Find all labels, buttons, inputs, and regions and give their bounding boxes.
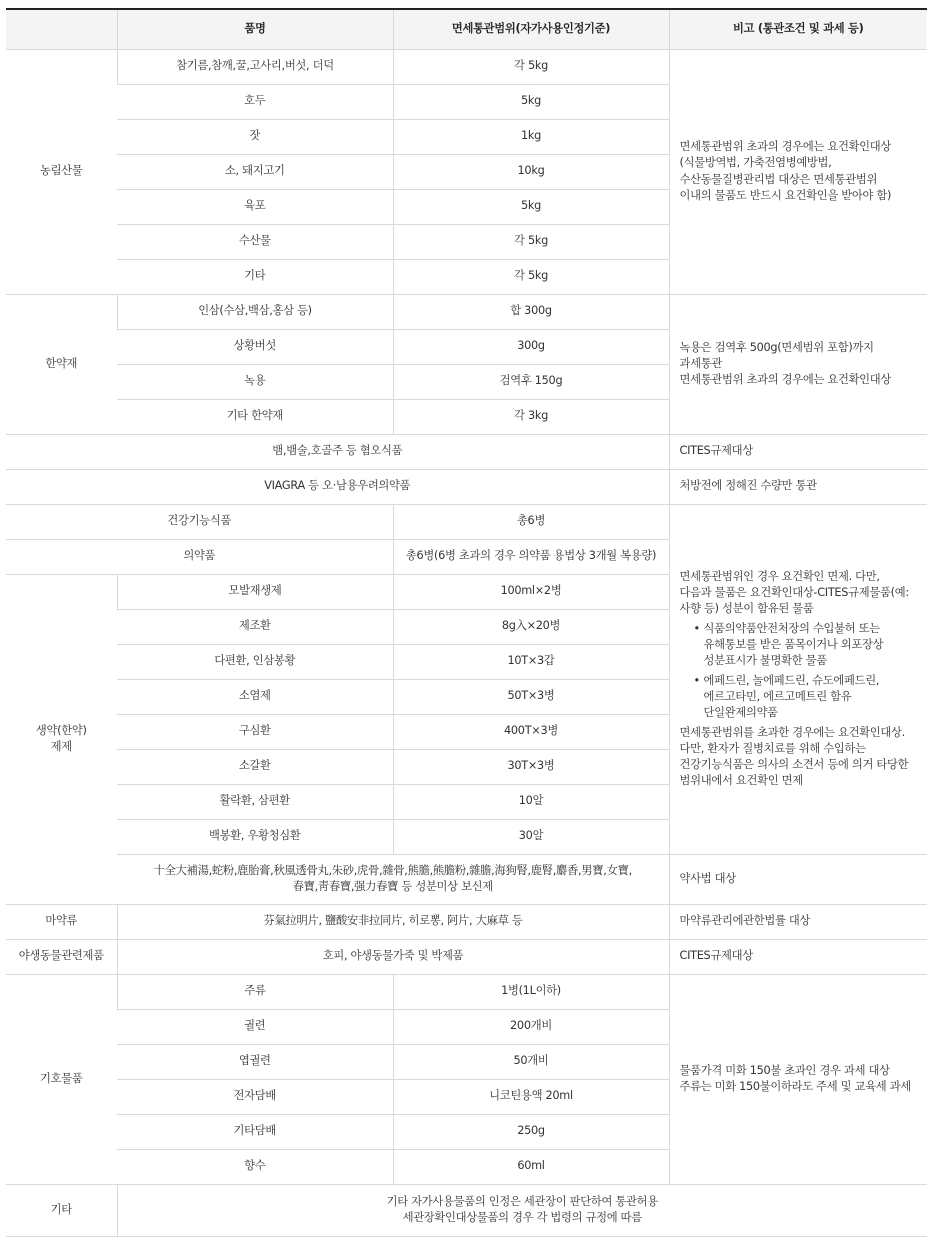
range-cell: 60ml (393, 1149, 669, 1184)
item-cell: 모발재생제 (117, 574, 393, 609)
note-herbal (669, 294, 927, 434)
note-cell: CITES규제대상 (669, 939, 927, 974)
note-line: 사향 등) 성분이 함유된 물품 (679, 601, 814, 615)
note-bullet (704, 673, 922, 721)
note-line: 다만, 환자가 질병치료를 위해 수입하는 (679, 742, 866, 756)
range-cell: 니코틴용액 20ml (393, 1079, 669, 1114)
note-cell: CITES규제대상 (669, 434, 927, 469)
item-cell: 제조환 (117, 609, 393, 644)
table-row (6, 504, 927, 539)
range-cell: 각 5kg (393, 259, 669, 294)
item-cell: 상황버섯 (117, 329, 393, 364)
range-cell: 1병(1L이하) (393, 974, 669, 1009)
note-line: 다음과 물품은 요건확인대상-CITES규제물품(예: (679, 585, 909, 599)
item-cell: 뱀,뱀술,호골주 등 혐오식품 (6, 434, 669, 469)
header-item: 품명 (117, 9, 393, 49)
item-cell: 소, 돼지고기 (117, 154, 393, 189)
header-note: 비고 (통관조건 및 과세 등) (669, 9, 927, 49)
item-line: 春寶,靑春寶,强力春寶 등 성분미상 보신제 (292, 880, 493, 893)
table-row (6, 294, 927, 329)
note-line: 면세통관범위를 초과한 경우에는 요건확인대상. (679, 726, 905, 740)
item-cell: 소갈환 (117, 749, 393, 784)
table-row (6, 469, 927, 504)
item-cell: 궐련 (117, 1009, 393, 1044)
item-line: 세관장확인대상물품의 경우 각 법령의 규정에 따름 (402, 1211, 642, 1224)
table-row (6, 854, 927, 904)
range-cell: 합 300g (393, 294, 669, 329)
item-cell: 육포 (117, 189, 393, 224)
item-line: 기타 자가사용물품의 인정은 세관장이 판단하여 통관허용 (386, 1194, 658, 1208)
customs-allowance-table (6, 8, 927, 1237)
range-cell: 300g (393, 329, 669, 364)
range-cell: 100ml×2병 (393, 574, 669, 609)
table-row (6, 49, 927, 84)
note-line: 성분표시가 불명확한 물품 (703, 653, 827, 667)
note-line: 이내의 물품도 반드시 요건확인을 받아야 함) (679, 188, 892, 202)
table-row (6, 939, 927, 974)
item-cell (117, 1184, 927, 1236)
range-cell: 5kg (393, 84, 669, 119)
range-cell: 8g入×20병 (393, 609, 669, 644)
item-cell: VIAGRA 등 오·남용우려의약품 (6, 469, 669, 504)
item-cell: 주류 (117, 974, 393, 1009)
range-cell: 총6병 (393, 504, 669, 539)
note-line: 식품의약품안전처장의 수입불허 또는 (703, 621, 880, 635)
item-cell: 소염제 (117, 679, 393, 714)
range-cell: 50T×3병 (393, 679, 669, 714)
table-row (6, 904, 927, 939)
item-cell: 백봉환, 우황청심환 (117, 819, 393, 854)
item-cell: 芬氣拉明片, 鹽酸安非拉同片, 히로뽕, 阿片, 大麻草 등 (117, 904, 669, 939)
range-cell: 10알 (393, 784, 669, 819)
table-row (6, 974, 927, 1009)
note-line: 면세통관범위 초과의 경우에는 요건확인대상 (679, 373, 892, 387)
item-cell (117, 854, 669, 904)
range-cell: 400T×3병 (393, 714, 669, 749)
range-cell: 200개비 (393, 1009, 669, 1044)
customs-allowance-table-container (6, 8, 927, 1237)
range-cell: 각 5kg (393, 49, 669, 84)
item-cell: 활락환, 삼편환 (117, 784, 393, 819)
category-narcotics: 마약류 (6, 904, 117, 939)
item-cell: 호피, 야생동물가죽 및 박제품 (117, 939, 669, 974)
range-cell: 검역후 150g (393, 364, 669, 399)
table-header-row (6, 9, 927, 49)
note-cell: 약사법 대상 (669, 854, 927, 904)
item-cell: 인삼(수삼,백삼,홍삼 등) (117, 294, 393, 329)
item-cell: 구심환 (117, 714, 393, 749)
note-luxury (669, 974, 927, 1184)
item-line: 十全大補湯,蛇粉,鹿胎膏,秋風透骨丸,朱砂,虎骨,雜骨,熊膽,熊膽粉,雜膽,海狗腎,鹿腎,麝香,男寶,女寶, (153, 863, 632, 877)
note-medicine (669, 504, 927, 854)
note-line: (식물방역법, 가축전염병예방법, (679, 156, 832, 170)
item-cell: 참기름,참깨,꿀,고사리,버섯, 더덕 (117, 49, 393, 84)
item-cell: 녹용 (117, 364, 393, 399)
note-line: 범위내에서 요건확인 면제 (679, 774, 803, 788)
note-line: 면세통관범위인 경우 요건확인 면제. 다만, (679, 569, 880, 583)
item-cell: 다편환, 인삼봉황 (117, 644, 393, 679)
category-etc: 기타 (6, 1184, 117, 1236)
note-bullet (704, 621, 922, 669)
note-line: 면세통관범위 초과의 경우에는 요건확인대상 (679, 140, 892, 154)
note-line: 과세통관 (679, 356, 722, 370)
item-cell: 기타 한약재 (117, 399, 393, 434)
range-cell: 각 5kg (393, 224, 669, 259)
range-cell: 10kg (393, 154, 669, 189)
header-range: 면세통관범위(자가사용인정기준) (393, 9, 669, 49)
note-line: 수산동물질병관리법 대상은 면세통관범위 (679, 172, 878, 186)
note-bullet-list (680, 621, 922, 721)
range-cell: 총6병(6병 초과의 경우 의약품 용법상 3개월 복용량) (393, 539, 669, 574)
item-cell: 의약품 (6, 539, 393, 574)
item-cell: 호두 (117, 84, 393, 119)
table-row (6, 1184, 927, 1236)
range-cell: 10T×3갑 (393, 644, 669, 679)
category-line: 제제 (50, 740, 72, 753)
note-line: 주류는 미화 150불이하라도 주세 및 교육세 과세 (679, 1080, 911, 1093)
category-wildlife: 야생동물관련제품 (6, 939, 117, 974)
range-cell: 5kg (393, 189, 669, 224)
category-raw-drug (6, 574, 117, 904)
note-line: 녹용은 검역후 500g(면세범위 포함)까지 (679, 340, 874, 354)
item-cell: 엽궐련 (117, 1044, 393, 1079)
note-agri (669, 49, 927, 294)
category-agri: 농림산물 (6, 49, 117, 294)
note-line: 유해통보를 받은 품목이거나 외포장상 (703, 637, 884, 651)
range-cell: 30T×3병 (393, 749, 669, 784)
range-cell: 50개비 (393, 1044, 669, 1079)
item-cell: 건강기능식품 (6, 504, 393, 539)
item-cell: 기타 (117, 259, 393, 294)
category-luxury: 기호물품 (6, 974, 117, 1184)
table-row (6, 434, 927, 469)
category-herbal: 한약재 (6, 294, 117, 434)
note-line: 에페드린, 놀에페드린, 슈도에페드린, (703, 673, 880, 687)
note-line: 물품가격 미화 150불 초과인 경우 과세 대상 (679, 1063, 890, 1077)
note-line: 에르고타민, 에르고메트린 함유 (703, 690, 852, 704)
note-line: 건강기능식품은 의사의 소견서 등에 의거 타당한 (679, 758, 909, 772)
range-cell: 각 3kg (393, 399, 669, 434)
note-cell: 마약류관리에관한법률 대상 (669, 904, 927, 939)
item-cell: 전자담배 (117, 1079, 393, 1114)
range-cell: 1kg (393, 119, 669, 154)
item-cell: 향수 (117, 1149, 393, 1184)
category-line: 생약(한약) (35, 723, 87, 737)
range-cell: 250g (393, 1114, 669, 1149)
item-cell: 기타담배 (117, 1114, 393, 1149)
range-cell: 30알 (393, 819, 669, 854)
header-category (6, 9, 117, 49)
note-line: 단일완제의약품 (703, 706, 778, 720)
item-cell: 수산물 (117, 224, 393, 259)
item-cell: 잣 (117, 119, 393, 154)
note-cell: 처방전에 정해진 수량만 통관 (669, 469, 927, 504)
